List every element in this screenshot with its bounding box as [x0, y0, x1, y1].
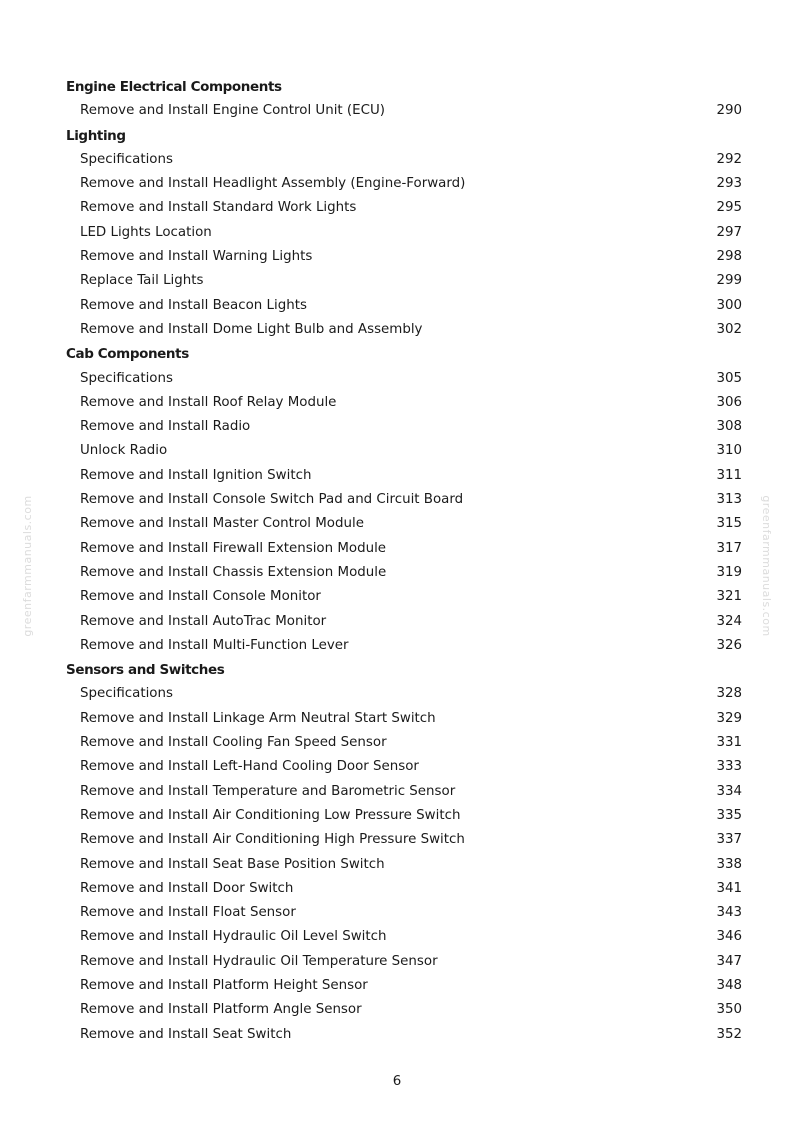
toc-entry-title: Remove and Install Cooling Fan Speed Sensor — [80, 735, 387, 751]
toc-entry-title: Remove and Install Air Conditioning Low Pressure Switch — [80, 807, 461, 823]
toc-entry-title: Remove and Install Master Control Module — [80, 516, 364, 532]
toc-entry[interactable] — [66, 1023, 742, 1047]
page-number: 6 — [392, 1074, 402, 1089]
toc-entry[interactable] — [66, 294, 742, 318]
section-heading: Engine Electrical Components — [66, 79, 282, 95]
toc-entry[interactable] — [66, 512, 742, 536]
toc-entry[interactable] — [66, 634, 742, 658]
toc-entry-page: 350 — [716, 1002, 742, 1018]
toc-entry-title: Remove and Install Dome Light Bulb and Assembly — [80, 321, 423, 337]
toc-entry-page: 341 — [716, 880, 742, 896]
toc-entry-page: 331 — [716, 735, 742, 751]
toc-entry[interactable] — [66, 488, 742, 512]
toc-entry-title: Remove and Install Linkage Arm Neutral Start Switch — [80, 710, 436, 726]
toc-entry-title: Remove and Install Left-Hand Cooling Door Sensor — [80, 759, 419, 775]
toc-entry-title: Specifications — [80, 370, 173, 386]
toc-entry-title: Remove and Install Hydraulic Oil Temperature Sensor — [80, 953, 438, 969]
toc-entry[interactable] — [66, 245, 742, 269]
toc-entry-page: 343 — [716, 905, 742, 921]
toc-entry-title: Remove and Install AutoTrac Monitor — [80, 613, 327, 629]
toc-entry[interactable] — [66, 682, 742, 706]
toc-entry[interactable] — [66, 610, 742, 634]
toc-entry-title: LED Lights Location — [80, 224, 212, 240]
toc-entry-page: 329 — [716, 710, 742, 726]
toc-entry-page: 346 — [716, 929, 742, 945]
toc-entry-title: Specifications — [80, 686, 173, 702]
toc-entry-page: 317 — [716, 540, 742, 556]
toc-entry[interactable] — [66, 828, 742, 852]
toc-entry-page: 295 — [716, 200, 742, 216]
toc-entry[interactable] — [66, 148, 742, 172]
toc-entry-page: 292 — [716, 151, 742, 167]
toc-entry[interactable] — [66, 853, 742, 877]
toc-entry[interactable] — [66, 269, 742, 293]
toc-entry-page: 319 — [716, 564, 742, 580]
toc-entry-page: 308 — [716, 419, 742, 435]
toc-entry-title: Remove and Install Ignition Switch — [80, 467, 312, 483]
toc-entry-page: 293 — [716, 176, 742, 192]
toc-entry-title: Remove and Install Hydraulic Oil Level Switch — [80, 929, 387, 945]
toc-entry-title: Remove and Install Float Sensor — [80, 905, 296, 921]
toc-entry-title: Remove and Install Roof Relay Module — [80, 394, 337, 410]
section-heading: Cab Components — [66, 346, 189, 363]
toc-entry[interactable] — [66, 464, 742, 488]
toc-entry-title: Remove and Install Headlight Assembly (Engine-Forward) — [80, 176, 466, 192]
toc-entry-page: 290 — [716, 103, 742, 119]
toc-entry[interactable] — [66, 172, 742, 196]
toc-entry[interactable] — [66, 367, 742, 391]
watermark-left: greenfarmmanuals.com — [21, 495, 34, 637]
toc-entry-page: 297 — [716, 224, 742, 240]
toc-entry[interactable] — [66, 901, 742, 925]
toc-entry[interactable] — [66, 731, 742, 755]
toc-entry[interactable] — [66, 974, 742, 998]
toc-entry[interactable] — [66, 537, 742, 561]
toc-entry[interactable] — [66, 804, 742, 828]
toc-entry-title: Remove and Install Radio — [80, 419, 251, 435]
toc-entry-page: 315 — [716, 516, 742, 532]
toc-entry-page: 299 — [716, 273, 742, 289]
toc-entry[interactable] — [66, 318, 742, 342]
toc-entry-page: 306 — [716, 394, 742, 410]
watermark-right: greenfarmmanuals.com — [760, 495, 773, 637]
toc-entry-page: 311 — [716, 467, 742, 483]
toc-entry[interactable] — [66, 439, 742, 463]
toc-entry[interactable] — [66, 585, 742, 609]
toc-entry-page: 305 — [716, 370, 742, 386]
toc-entry-page: 337 — [716, 832, 742, 848]
toc-entry-page: 328 — [716, 686, 742, 702]
toc-entry-title: Remove and Install Standard Work Lights — [80, 200, 357, 216]
section-heading: Lighting — [66, 127, 126, 144]
toc-entry-page: 313 — [716, 492, 742, 508]
toc-entry-page: 298 — [716, 249, 742, 265]
toc-entry[interactable] — [66, 925, 742, 949]
toc-entry-title: Remove and Install Multi-Function Lever — [80, 637, 349, 653]
toc-entry-title: Remove and Install Air Conditioning High Pressure Switch — [80, 832, 465, 848]
toc-entry[interactable] — [66, 707, 742, 731]
toc-entry-page: 334 — [716, 783, 742, 799]
toc-entry-title: Remove and Install Platform Angle Sensor — [80, 1002, 362, 1018]
toc-entry-title: Remove and Install Temperature and Barometric Sensor — [80, 783, 456, 799]
toc-entry-title: Remove and Install Firewall Extension Module — [80, 540, 387, 556]
toc-entry[interactable] — [66, 221, 742, 245]
toc-entry-page: 300 — [716, 297, 742, 313]
toc-entry-title: Remove and Install Engine Control Unit (ECU) — [80, 103, 385, 119]
toc-entry-page: 324 — [716, 613, 742, 629]
toc-entry-title: Remove and Install Platform Height Sensor — [80, 977, 368, 993]
toc-entry-title: Remove and Install Seat Base Position Switch — [80, 856, 385, 872]
toc-entry-title: Remove and Install Beacon Lights — [80, 297, 307, 313]
toc-entry-page: 338 — [716, 856, 742, 872]
toc-entry[interactable] — [66, 780, 742, 804]
toc-entry[interactable] — [66, 561, 742, 585]
toc-entry-title: Remove and Install Seat Switch — [80, 1026, 292, 1042]
toc-entry[interactable] — [66, 877, 742, 901]
toc-entry-title: Remove and Install Door Switch — [80, 880, 294, 896]
section-heading: Sensors and Switches — [66, 662, 225, 679]
toc-entry-title: Remove and Install Console Switch Pad and Circuit Board — [80, 492, 464, 508]
toc-entry-page: 321 — [716, 589, 742, 605]
toc-entry[interactable] — [66, 755, 742, 779]
toc-entry[interactable] — [66, 391, 742, 415]
toc-entry[interactable] — [66, 415, 742, 439]
toc-entry-title: Remove and Install Warning Lights — [80, 249, 313, 265]
toc-entry[interactable] — [66, 950, 742, 974]
toc-entry-title: Specifications — [80, 151, 173, 167]
toc-entry-title: Replace Tail Lights — [80, 273, 204, 289]
toc-entry-page: 335 — [716, 807, 742, 823]
toc-entry-page: 352 — [716, 1026, 742, 1042]
toc-entry-page: 310 — [716, 443, 742, 459]
toc-entry[interactable] — [66, 998, 742, 1022]
toc-entry-title: Unlock Radio — [80, 443, 168, 459]
toc-entry-page: 348 — [716, 977, 742, 993]
toc-entry-page: 326 — [716, 637, 742, 653]
toc-entry-page: 347 — [716, 953, 742, 969]
toc-entry[interactable] — [66, 196, 742, 220]
table-of-contents — [66, 75, 742, 1047]
toc-entry[interactable] — [66, 99, 742, 123]
toc-entry-title: Remove and Install Chassis Extension Module — [80, 564, 387, 580]
toc-entry-page: 333 — [716, 759, 742, 775]
toc-entry-page: 302 — [716, 321, 742, 337]
toc-entry-title: Remove and Install Console Monitor — [80, 589, 321, 605]
